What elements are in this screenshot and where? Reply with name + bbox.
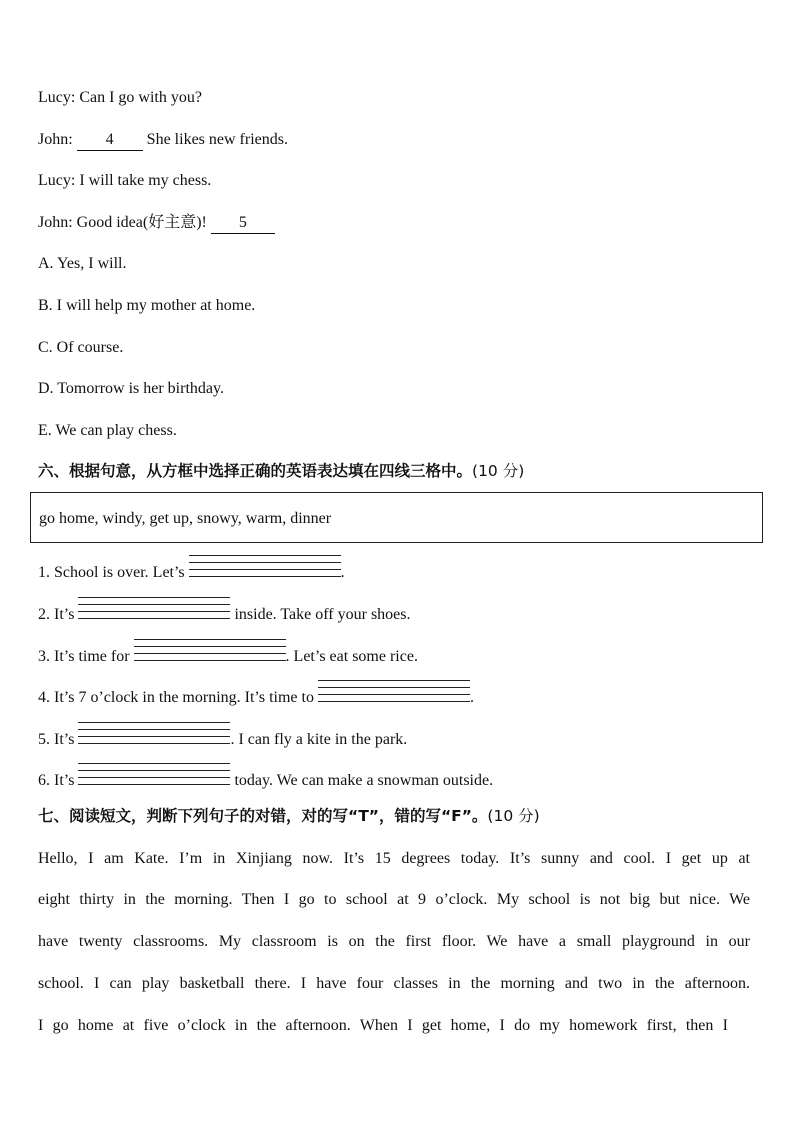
blank-number: 4 [105, 131, 114, 148]
four-line-grid[interactable] [78, 763, 230, 791]
option-a: A. Yes, I will. [38, 255, 127, 272]
answer-blank-5[interactable] [211, 213, 275, 234]
blank-number: 5 [238, 214, 247, 231]
passage-line-4: school. I can play basketball there. I have four classes in the morning and two in the afternoon. [38, 975, 750, 992]
dialogue-line-2 [38, 130, 288, 151]
item-text: . Let’s eat some rice. [285, 648, 418, 665]
four-line-grid[interactable] [318, 680, 470, 708]
dialogue-text: Good idea(好主意)! [76, 214, 207, 231]
option-b: B. I will help my mother at home. [38, 297, 256, 314]
fill-item-6 [38, 771, 493, 805]
four-line-grid[interactable] [189, 555, 341, 583]
section-score: (10 分) [472, 462, 525, 480]
section-title-text: 六、根据句意，从方框中选择正确的英语表达填在四线三格中。 [38, 462, 473, 480]
passage-line-3: have twenty classrooms. My classroom is on the first floor. We have a small playground in our [38, 933, 750, 950]
passage-line-1: Hello, I am Kate. I’m in Xinjiang now. It’s 15 degrees today. It’s sunny and cool. I get up at [38, 850, 750, 867]
fill-item-2 [38, 605, 411, 639]
section-score: (10 分) [487, 807, 540, 825]
speaker: John: [38, 131, 73, 148]
dialogue-text: She likes new friends. [146, 131, 288, 148]
fill-item-3 [38, 647, 418, 681]
passage-line-2: eight thirty in the morning. Then I go to school at 9 o’clock. My school is not big but nice. We [38, 891, 750, 908]
dialogue-line-4 [38, 213, 275, 234]
speaker: Lucy: [38, 172, 76, 189]
item-text: today. We can make a snowman outside. [234, 772, 494, 789]
option-e: E. We can play chess. [38, 422, 177, 439]
item-text: 5. It’s [38, 731, 75, 748]
dialogue-line-1 [38, 88, 202, 108]
fill-item-1 [38, 563, 345, 597]
dialogue-line-3 [38, 171, 211, 191]
speaker: Lucy: [38, 89, 76, 106]
fill-item-5 [38, 730, 407, 764]
answer-blank-4[interactable] [77, 130, 143, 151]
fill-item-4 [38, 688, 474, 722]
word-box-text: go home, windy, get up, snowy, warm, dinner [39, 510, 332, 527]
option-d: D. Tomorrow is her birthday. [38, 380, 224, 397]
item-text: . [469, 689, 474, 706]
item-text: 3. It’s time for [38, 648, 130, 665]
item-text: . [340, 564, 345, 581]
four-line-grid[interactable] [78, 597, 230, 625]
section-6-title [38, 461, 524, 481]
item-text: 2. It’s [38, 606, 75, 623]
section-7-title [38, 806, 540, 826]
item-text: 4. It’s 7 o’clock in the morning. It’s time to [38, 689, 314, 706]
passage-line-5: I go home at five o’clock in the afternoon. When I get home, I do my homework first, then I [38, 1017, 728, 1034]
four-line-grid[interactable] [78, 722, 230, 750]
item-text: . I can fly a kite in the park. [230, 731, 408, 748]
item-text: 6. It’s [38, 772, 75, 789]
speaker: John: [38, 214, 73, 231]
dialogue-text: I will take my chess. [79, 172, 212, 189]
item-text: inside. Take off your shoes. [234, 606, 411, 623]
item-text: 1. School is over. Let’s [38, 564, 185, 581]
word-box [30, 492, 763, 543]
option-c: C. Of course. [38, 339, 124, 356]
section-title-text: 七、阅读短文，判断下列句子的对错，对的写“T”，错的写“F”。 [38, 807, 488, 825]
four-line-grid[interactable] [134, 639, 286, 667]
dialogue-text: Can I go with you? [79, 89, 202, 106]
